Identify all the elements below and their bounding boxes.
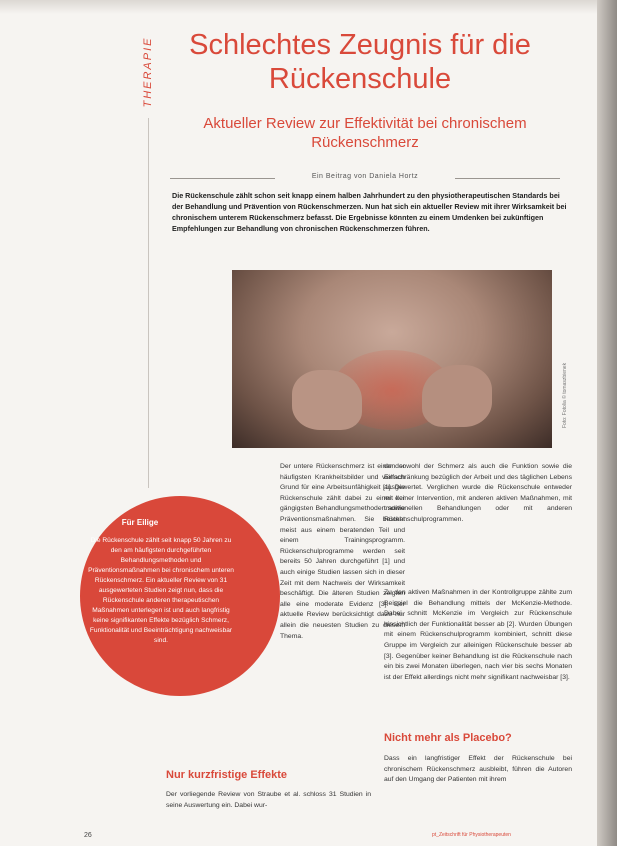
summary-title: Für Eilige bbox=[121, 518, 159, 527]
left-hand-shape bbox=[292, 370, 362, 430]
section-label: THERAPIE bbox=[142, 36, 154, 108]
column-1-paragraph-1: Der untere Rückenschmerz ist einer der häufigsten Krankheitsbilder und vielfach Grund für eine Arbeitsunfähigkeit [1]. Die Rückenschule zählt dabei zu einer der gängigsten Behandlungsmethoden sowie Präventionsmaßnahmen. Sie besteht meist aus einem beratenden Teil und einem Trainingsprogramm. Rückenschulprogramme werden seit bereits 50 Jahren durchgeführt [1] und auch einige Studien lassen sich in dieser Zeit mit dem Nachweis der Wirksamkeit beschäftigt. Die älteren Studien zeigten alle eine moderate Evidenz [3]. Der aktuelle Review berücksichtigt dazu nur allein die neuesten Studien zu diesem Thema. bbox=[280, 463, 405, 640]
column-2-paragraph-3: Dass ein langfristiger Effekt der Rückenschule bei chronischem Rückenschmerz ausbleibt, führen die Autoren auf den Umgang der Patienten mit ihrem bbox=[384, 755, 572, 784]
byline-rule-right bbox=[455, 178, 560, 179]
byline: Ein Beitrag von Daniela Hortz bbox=[311, 173, 419, 180]
heading-short-effects: Nur kurzfristige Effekte bbox=[166, 769, 288, 781]
article-subtitle bbox=[160, 114, 570, 152]
photo-credit: Foto: Fotolia © tomaszbienek bbox=[562, 362, 568, 428]
title-line-2: Rückenschule bbox=[268, 63, 452, 95]
byline-row bbox=[170, 173, 560, 183]
page-number: 26 bbox=[84, 832, 92, 839]
subtitle-line-1: Aktueller Review zur Effektivität bei chronischem bbox=[203, 115, 527, 132]
book-binding-shadow bbox=[597, 0, 617, 846]
lead-paragraph: Die Rückenschule zählt schon seit knapp einem halben Jahrhundert zu den physiotherapeutischen Standards bei der Behandlung und Prävention von Rückenschmerzen. Nun hat sich ein aktueller Review mit ihrer Wirksamkeit bei chronischem unterem Rückenschmerz befasst. Die Ergebnisse könnten zu einem Umdenken bei zukünftigen Empfehlungen zur Behandlung von chronischen Rückenschmerzen führen. bbox=[172, 191, 567, 233]
summary-text: Die Rückenschule zählt seit knapp 50 Jahren zu den am häufigsten durchgeführten Behandlungsmethoden und Präventionsmaßnahmen bei chronischem unteren Rückenschmerz. Ein aktueller Review von 31 ausgewerteten Studien zeigt nun, dass die Rückenschule anderen therapeutischen Maßnahmen unterlegen ist und auch langfristig keine signifikanten Effekte bezüglich Schmerz, Funktionalität und Beeinträchtigung nachweisbar sind. bbox=[88, 537, 234, 644]
article-title bbox=[150, 28, 570, 96]
heading-placebo: Nicht mehr als Placebo? bbox=[384, 732, 512, 744]
column-2-paragraph-1: den sowohl der Schmerz als auch die Funktion sowie die Einschränkung bezüglich der Arbeit und des täglichen Lebens ausgewertet. Verglichen wurde die Rückenschule entweder mit keiner Intervention, mit anderen aktiven Maßnahmen, mit traditionellen Behandlungen oder mit anderen Rückenschulprogrammen. bbox=[384, 463, 572, 523]
column-1-paragraph-2: Der vorliegende Review von Straube et al. schloss 31 Studien in seine Auswertung ein. Dabei wur- bbox=[166, 791, 371, 809]
right-hand-shape bbox=[422, 365, 492, 427]
title-line-1: Schlechtes Zeugnis für die bbox=[189, 29, 531, 61]
byline-rule-left bbox=[170, 178, 275, 179]
subtitle-line-2: Rückenschmerz bbox=[311, 134, 419, 151]
column-2-paragraph-2: Zu den aktiven Maßnahmen in der Kontrollgruppe zählte zum Beispiel die Behandlung mittels der McKenzie-Methode. Dabei schnitt McKenzie im Vergleich zur Rückenschule hinsichtlich der Funktionalität besser ab [2]. Wurden Übungen mit einem Rückenschulprogramm kombiniert, schnitt diese Gruppe im Vergleich zur alleinigen Rückenschule besser ab [3]. Gegenüber keiner Behandlung ist die Rückenschule nach ein bis zwei Monaten überlegen, nach vier bis sechs Monaten ist der Effekt allerdings nicht mehr signifikant nachweisbar [3]. bbox=[384, 589, 572, 681]
page-top-shadow bbox=[0, 0, 617, 14]
back-pain-photo bbox=[232, 270, 552, 448]
section-divider-line bbox=[148, 118, 149, 488]
footer-journal: pt_Zeitschrift für Physiotherapeuten bbox=[432, 832, 511, 838]
